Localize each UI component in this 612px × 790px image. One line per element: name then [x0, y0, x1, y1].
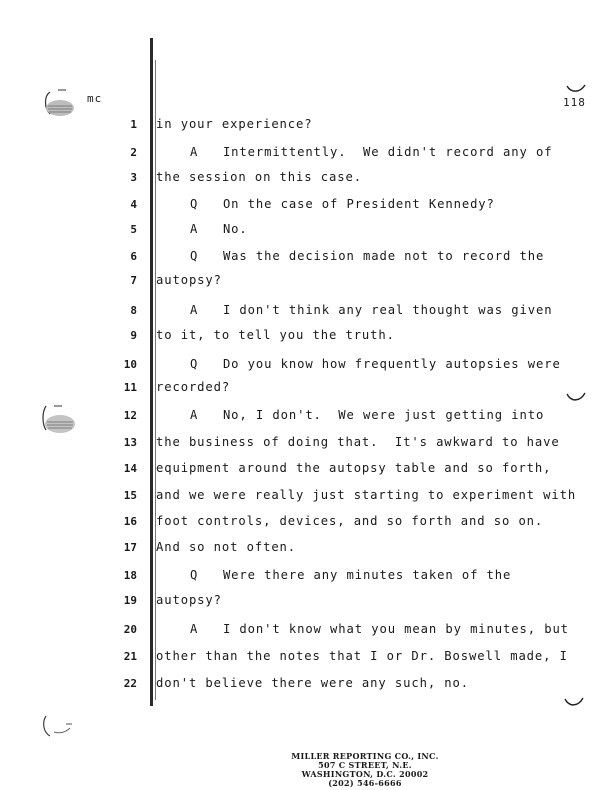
transcript-line: recorded? — [156, 380, 231, 394]
line-number: 14 — [123, 462, 137, 475]
check-mark-icon — [566, 84, 586, 94]
line-number: 16 — [123, 515, 137, 528]
line-number: 10 — [123, 358, 137, 371]
transcript-line: autopsy? — [156, 273, 222, 287]
transcript-line: to it, to tell you the truth. — [156, 328, 395, 342]
footer-phone: (202) 546-6666 — [328, 778, 402, 788]
footer-street: 507 C STREET, N.E. — [318, 760, 412, 770]
line-number: 20 — [123, 623, 137, 636]
line-number: 7 — [130, 274, 137, 287]
margin-seal-icon — [40, 712, 80, 742]
transcript-line: equipment around the autopsy table and so forth, — [156, 461, 552, 475]
transcript-line: A I don't know what you mean by minutes, but — [190, 622, 569, 636]
line-number: 3 — [130, 171, 137, 184]
check-mark-icon — [566, 392, 586, 404]
line-number: 18 — [123, 569, 137, 582]
margin-rule — [150, 38, 153, 706]
transcript-line: the business of doing that. It's awkward to have — [156, 435, 560, 449]
line-number: 8 — [130, 304, 137, 317]
line-number: 13 — [123, 436, 137, 449]
transcript-line: in your experience? — [156, 117, 313, 131]
transcript-line: don't believe there were any such, no. — [156, 676, 470, 690]
line-number: 2 — [130, 146, 137, 159]
transcript-line: autopsy? — [156, 593, 222, 607]
footer-company: MILLER REPORTING CO., INC. — [291, 751, 439, 761]
line-number: 4 — [130, 198, 137, 211]
line-number: 22 — [123, 677, 137, 690]
line-number: 6 — [130, 250, 137, 263]
line-number: 1 — [130, 118, 137, 131]
transcript-line: A I don't think any real thought was given — [190, 303, 553, 317]
transcript-line: Q Were there any minutes taken of the — [190, 568, 512, 582]
line-number: 11 — [123, 381, 137, 394]
transcript-line: Q On the case of President Kennedy? — [190, 197, 495, 211]
transcript-line: and we were really just starting to experiment with — [156, 488, 577, 502]
transcript-line: Q Was the decision made not to record the — [190, 249, 545, 263]
line-number: 15 — [123, 489, 137, 502]
reporting-company-footer — [280, 752, 450, 788]
check-mark-icon — [564, 697, 584, 709]
transcript-line: the session on this case. — [156, 170, 362, 184]
transcript-line: other than the notes that I or Dr. Boswell made, I — [156, 649, 568, 663]
transcript-line: Q Do you know how frequently autopsies were — [190, 357, 561, 371]
line-number: 5 — [130, 223, 137, 236]
line-number: 9 — [130, 329, 137, 342]
transcript-line: foot controls, devices, and so forth and so on. — [156, 514, 544, 528]
page-number: 118 — [563, 96, 586, 109]
reporter-initials: mc — [87, 92, 103, 105]
transcript-line: A Intermittently. We didn't record any of — [190, 145, 553, 159]
transcript-line: A No, I don't. We were just getting into — [190, 408, 545, 422]
margin-seal-icon — [40, 400, 80, 440]
line-number: 19 — [123, 594, 137, 607]
line-number: 12 — [123, 409, 137, 422]
margin-seal-icon — [40, 86, 80, 122]
footer-city: WASHINGTON, D.C. 20002 — [301, 769, 429, 779]
transcript-line: A No. — [190, 222, 248, 236]
line-number: 21 — [123, 650, 137, 663]
transcript-line: And so not often. — [156, 540, 297, 554]
line-number: 17 — [123, 541, 137, 554]
